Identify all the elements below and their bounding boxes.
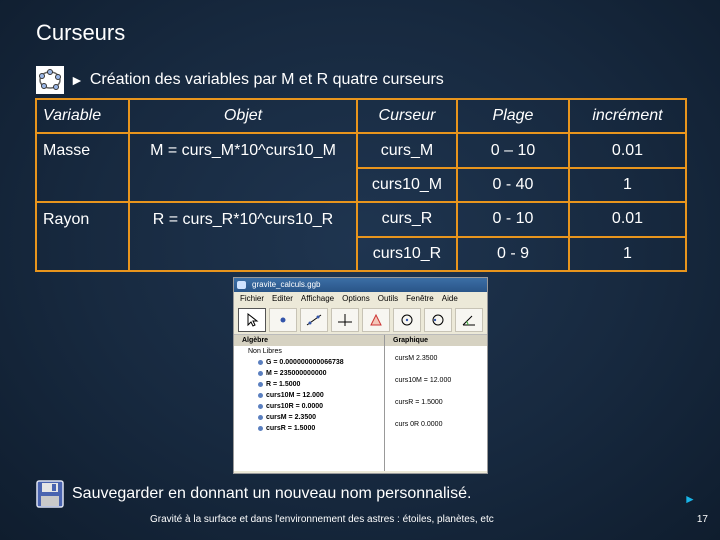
tool-bar (234, 305, 487, 335)
algebra-row[interactable]: R = 1.5000 (234, 379, 384, 390)
cell-increment: 1 (569, 168, 686, 202)
cell-objet: M = curs_M*10^curs10_M (129, 133, 357, 167)
footer-text: Gravité à la surface et dans l'environnement des astres : étoiles, planètes, etc (150, 514, 494, 525)
menu-bar (234, 292, 487, 305)
menu-item[interactable]: Fenêtre (406, 294, 434, 303)
cell-curseur: curs10_M (357, 168, 457, 202)
graphics-pane (385, 335, 487, 471)
algebra-row[interactable]: G = 0.000000000066738 (234, 357, 384, 368)
cell-increment: 0.01 (569, 202, 686, 236)
slider-curs10-r[interactable]: curs 0R 0.0000 (395, 421, 443, 428)
cell-objet (129, 168, 357, 202)
slider-curs10-m[interactable]: curs10M = 12.000 (395, 377, 452, 384)
algebra-title: Algèbre (234, 335, 384, 346)
algebra-row: Non Libres (248, 348, 282, 355)
cell-objet (129, 237, 357, 271)
variables-table (35, 98, 687, 272)
slide-title: Curseurs (36, 20, 126, 45)
subtitle-text: Création des variables par M et R quatre curseurs (89, 71, 444, 88)
cell-variable: Rayon (36, 202, 129, 236)
algebra-row[interactable]: curs10M = 12.000 (234, 390, 384, 401)
cell-increment: 1 (569, 237, 686, 271)
algebra-row[interactable]: curs10R = 0.0000 (234, 401, 384, 412)
cell-increment: 0.01 (569, 133, 686, 167)
line-tool-icon[interactable] (300, 308, 328, 332)
menu-item[interactable]: Editer (272, 294, 293, 303)
header-plage: Plage (457, 99, 569, 133)
ellipse-tool-icon[interactable] (424, 308, 452, 332)
angle-tool-icon[interactable] (455, 308, 483, 332)
cell-variable (36, 237, 129, 271)
menu-item[interactable]: Options (342, 294, 370, 303)
menu-item[interactable]: Affichage (300, 294, 335, 303)
polygon-tool-icon[interactable] (362, 308, 390, 332)
geogebra-screenshot (233, 277, 488, 474)
cell-objet: R = curs_R*10^curs10_R (129, 202, 357, 236)
slider-curs-m[interactable]: cursM 2.3500 (395, 355, 438, 362)
algebra-pane (234, 335, 385, 471)
menu-item[interactable]: Outils (377, 294, 399, 303)
move-tool-icon[interactable] (238, 308, 266, 332)
header-curseur: Curseur (357, 99, 457, 133)
cell-variable: Masse (36, 133, 129, 167)
cell-curseur: curs_M (357, 133, 457, 167)
algebra-row[interactable]: M = 235000000000 (234, 368, 384, 379)
cell-plage: 0 - 9 (457, 237, 569, 271)
header-variable: Variable (36, 99, 129, 133)
bullet-arrow-icon: ► (70, 72, 84, 88)
slider-curs-r[interactable]: cursR = 1.5000 (395, 399, 443, 406)
table-row (36, 202, 686, 236)
next-slide-icon[interactable]: ► (684, 492, 696, 506)
cell-curseur: curs10_R (357, 237, 457, 271)
subtitle-line (36, 66, 444, 94)
geogebra-logo-icon (36, 66, 64, 94)
circle-tool-icon[interactable] (393, 308, 421, 332)
floppy-disk-icon (36, 480, 64, 508)
save-text: Sauvegarder en donnant un nouveau nom personnalisé. (72, 485, 472, 502)
algebra-row[interactable]: cursR = 1.5000 (234, 423, 384, 434)
menu-item[interactable]: Aide (441, 294, 458, 303)
perpendicular-tool-icon[interactable] (331, 308, 359, 332)
table-row (36, 168, 686, 202)
page-number: 17 (696, 514, 708, 525)
window-title: gravite_calculs.ggb (252, 280, 321, 289)
cell-plage: 0 – 10 (457, 133, 569, 167)
table-row (36, 237, 686, 271)
algebra-row[interactable]: cursM = 2.3500 (234, 412, 384, 423)
save-line (36, 480, 471, 508)
header-increment: incrément (569, 99, 686, 133)
cell-plage: 0 - 10 (457, 202, 569, 236)
table-row (36, 133, 686, 167)
app-icon (237, 281, 246, 289)
cell-variable (36, 168, 129, 202)
cell-curseur: curs_R (357, 202, 457, 236)
header-objet: Objet (129, 99, 357, 133)
point-tool-icon[interactable] (269, 308, 297, 332)
table-header-row (36, 99, 686, 133)
cell-plage: 0 - 40 (457, 168, 569, 202)
window-titlebar (234, 278, 487, 292)
graphics-title: Graphique (385, 335, 487, 346)
menu-item[interactable]: Fichier (240, 294, 265, 303)
